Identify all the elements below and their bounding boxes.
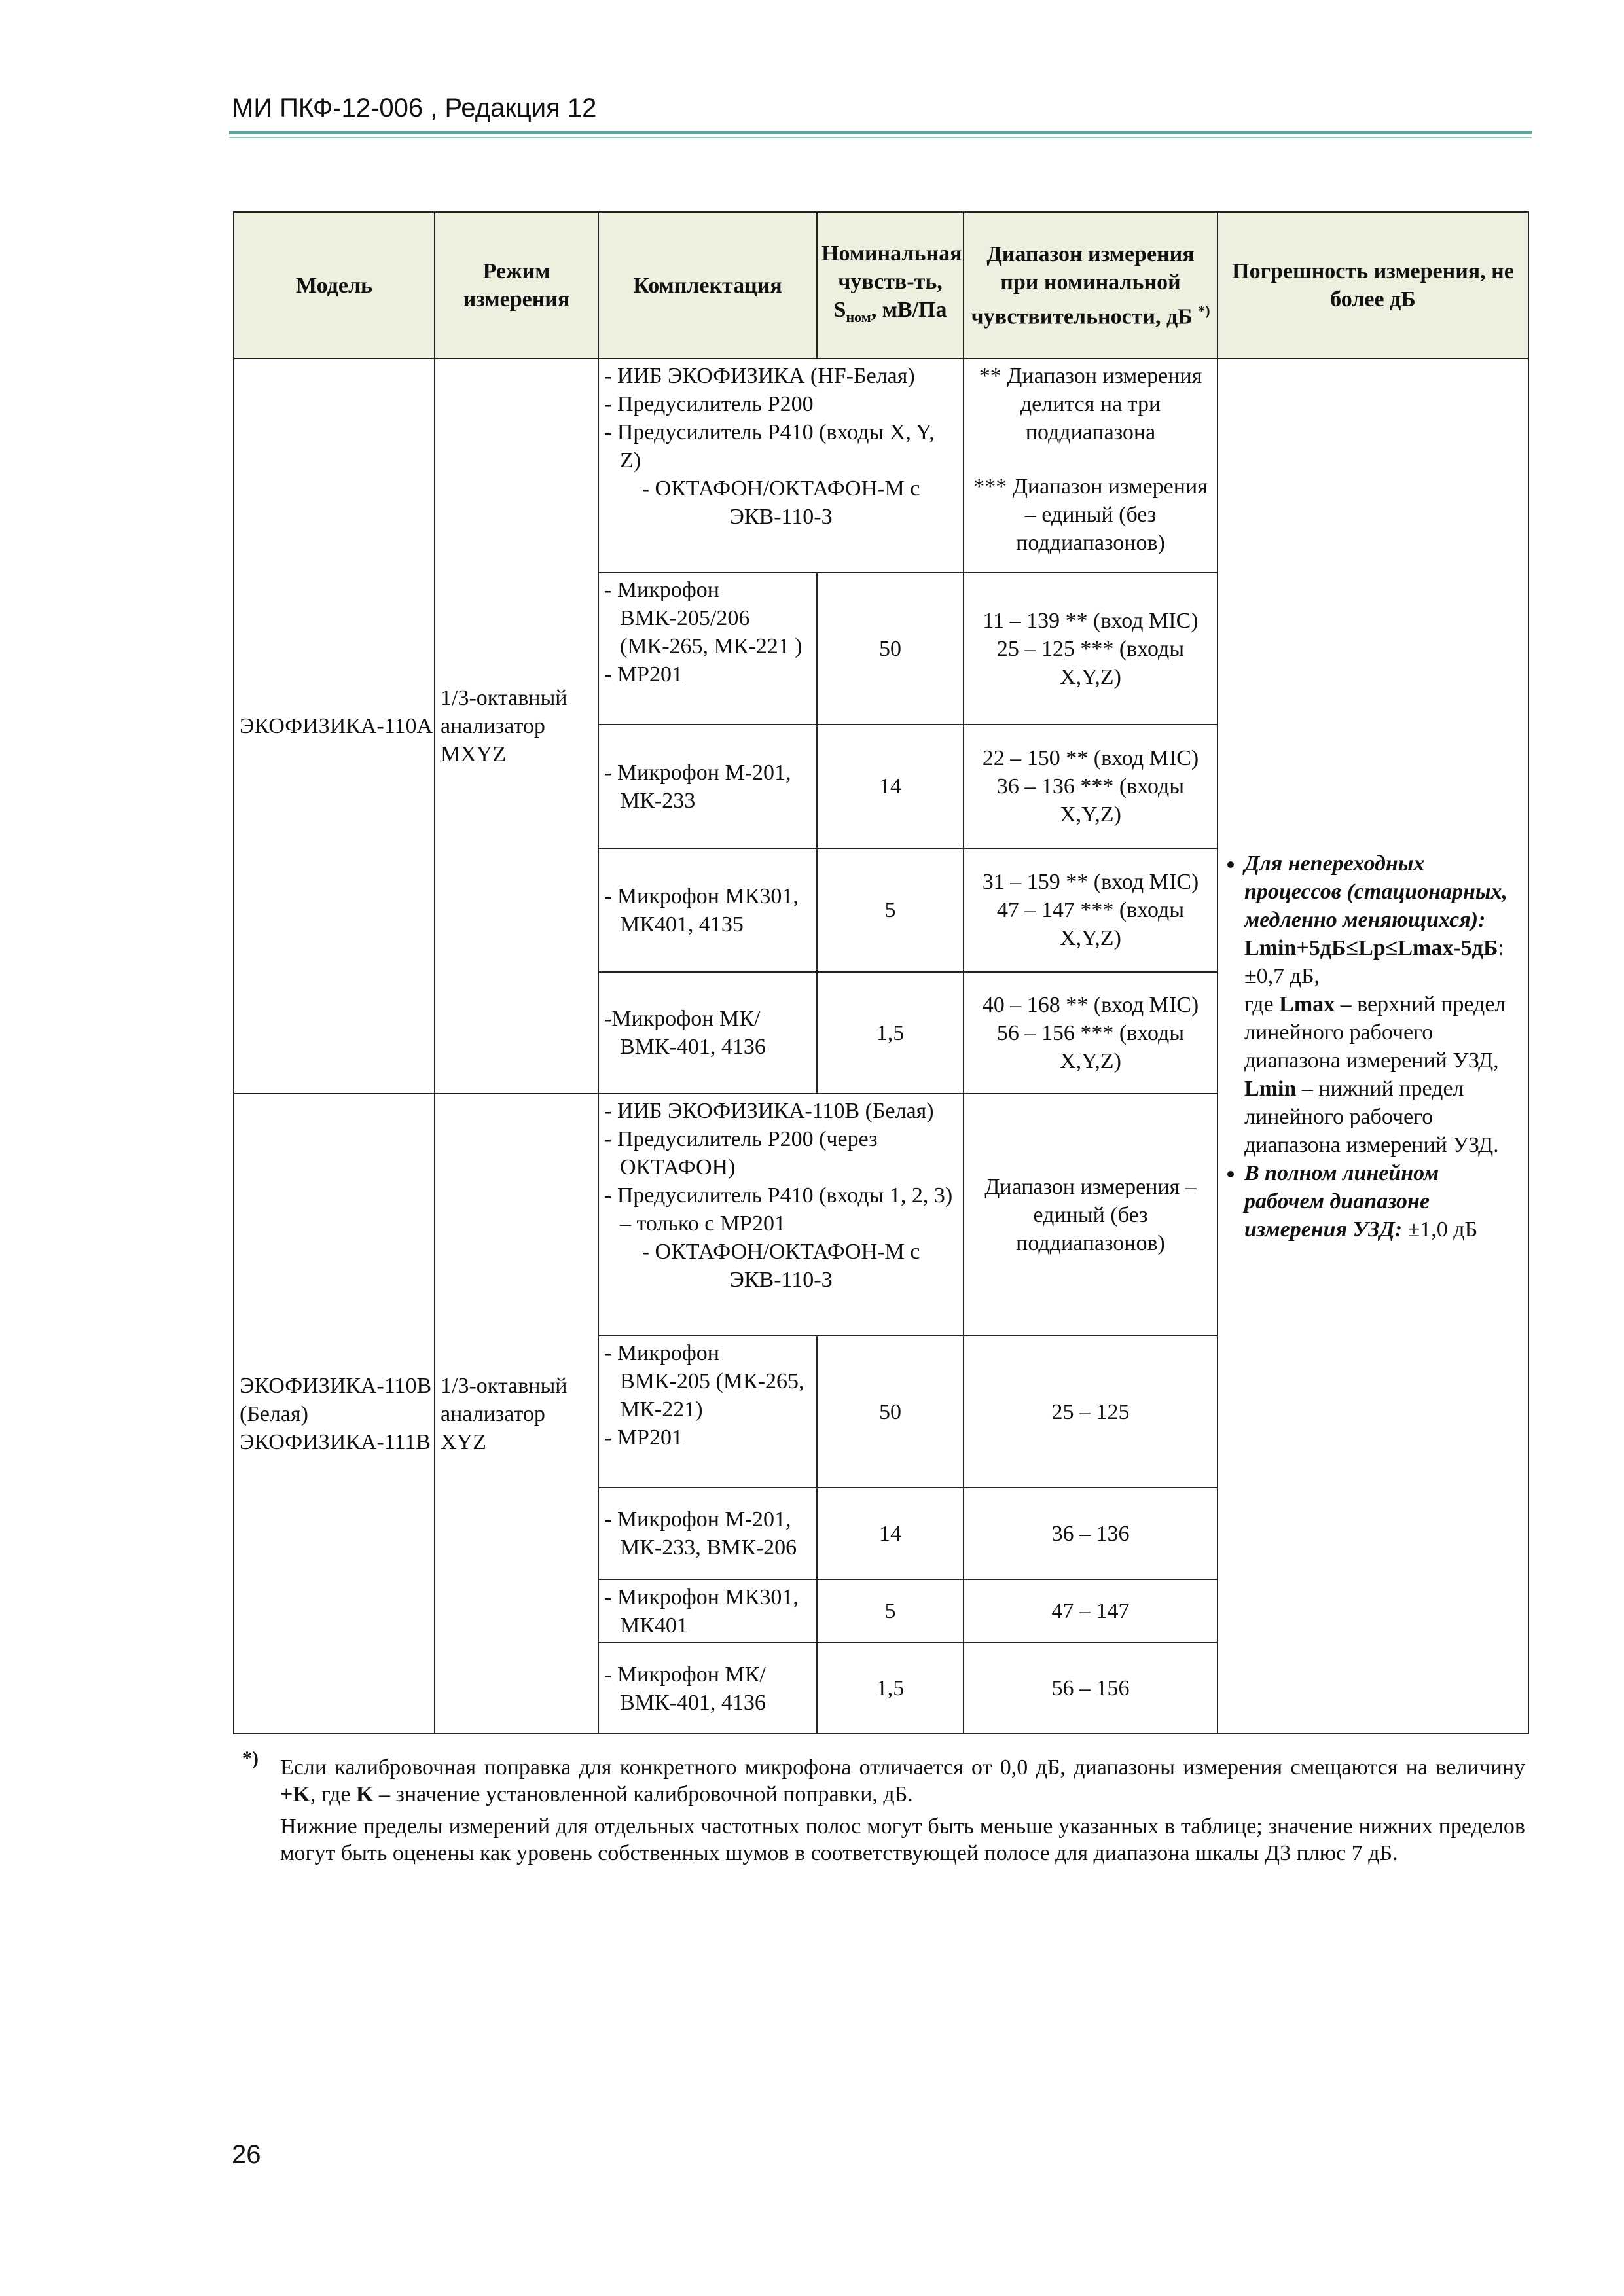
list-item: - МР201 [604, 662, 683, 687]
header-model: Модель [234, 212, 435, 359]
footnote-body [242, 1754, 1525, 1867]
header-range [964, 212, 1218, 359]
sensitivity-cell: 50 [817, 1336, 964, 1488]
list-item: - Предусилитель Р410 (входы X, Y, Z) [604, 420, 935, 473]
list-item [1244, 1159, 1523, 1244]
base-kit-list [604, 362, 958, 531]
list-item: - Микрофон МК301, МК401 [604, 1585, 799, 1638]
sensitivity-cell: 1,5 [817, 1643, 964, 1734]
model-line: ЭКОФИЗИКА-111В [240, 1429, 431, 1454]
kit-cell [598, 573, 817, 725]
base-kit-cell [598, 1094, 964, 1336]
range-note-single: *** Диапазон измерения – единый (без поддиапазонов) [973, 475, 1208, 555]
header-mode: Режим измерения [435, 212, 598, 359]
list-item: ЭКВ-110-3 [729, 505, 833, 529]
error-item1-formula: Lmin+5дБ≤Lp≤Lmax-5дБ [1244, 935, 1498, 960]
kit-list [604, 1660, 811, 1717]
kit-cell [598, 848, 817, 972]
list-item: - ОКТАФОН/ОКТАФОН-М с [641, 476, 920, 501]
kit-list [604, 1339, 811, 1452]
list-item: ЭКВ-110-3 [729, 1268, 833, 1292]
range-mic: 31 – 159 ** (вход MIC) [982, 870, 1199, 894]
error-list [1223, 850, 1523, 1244]
footnote-1-text-a: Если калибровочная поправка для конкретного микрофона отличается от 0,0 дБ, диапазоны измерения смещаются на величину [280, 1755, 1525, 1780]
sensitivity-cell: 1,5 [817, 972, 964, 1094]
error-item1-lmin: Lmin [1244, 1076, 1297, 1101]
range-cell: 36 – 136 [964, 1488, 1218, 1579]
range-xyz: 56 – 156 *** (входы X,Y,Z) [996, 1020, 1185, 1073]
header-rule [229, 131, 1532, 134]
list-item: - ИИБ ЭКОФИЗИКА (HF-Белая) [604, 364, 915, 388]
kit-cell [598, 1336, 817, 1488]
kit-cell [598, 972, 817, 1094]
range-mic: 40 – 168 ** (вход MIC) [982, 992, 1199, 1017]
error-item1-lmin-desc: – нижний предел линейного рабочего диапазона измерений УЗД. [1244, 1076, 1499, 1157]
header-range-label: Диапазон измерения при номинальной чувствительности, дБ [971, 242, 1195, 329]
list-item: -Микрофон МК/ВМК-401, 4136 [604, 1007, 766, 1059]
mode-cell: 1/3-октавный анализатор XYZ [435, 1094, 598, 1734]
list-item: - Предусилитель Р200 [604, 392, 814, 416]
list-item: - Предусилитель Р200 (через ОКТАФОН) [604, 1127, 878, 1179]
header-range-sup: *) [1198, 302, 1210, 319]
error-item1-lmax: Lmax [1279, 992, 1335, 1016]
header-sensitivity-label: Номинальная чувств-ть, [821, 242, 962, 295]
model-cell: ЭКОФИЗИКА-110А [234, 359, 435, 1094]
range-note-cell [964, 359, 1218, 573]
kit-list [604, 759, 811, 815]
sensitivity-cell: 5 [817, 848, 964, 972]
table-header-row [234, 212, 1528, 359]
range-xyz: 25 – 125 *** (входы X,Y,Z) [996, 636, 1185, 689]
header-sensitivity-symbol: S [833, 298, 846, 323]
kit-list [604, 1583, 811, 1640]
range-cell: 56 – 156 [964, 1643, 1218, 1734]
range-xyz: 36 – 136 *** (входы X,Y,Z) [996, 774, 1185, 827]
range-cell [964, 972, 1218, 1094]
range-cell: 25 – 125 [964, 1336, 1218, 1488]
list-item: - Микрофон ВМК-205/206 (МК-265, МК-221 ) [604, 578, 803, 658]
model-cell [234, 1094, 435, 1734]
footnote-1-text-b: , где [310, 1782, 351, 1806]
list-item: - Микрофон ВМК-205 (МК-265, МК-221) [604, 1341, 804, 1422]
error-item2-value: ±1,0 дБ [1407, 1217, 1478, 1242]
list-item: - МР201 [604, 1426, 683, 1450]
sensitivity-cell: 5 [817, 1579, 964, 1643]
range-note-subranges: ** Диапазон измерения делится на три поддиапазона [979, 364, 1202, 444]
range-cell [964, 725, 1218, 848]
header-sensitivity-unit: , мВ/Па [871, 298, 947, 323]
header-sensitivity [817, 212, 964, 359]
kit-list [604, 1005, 811, 1061]
header-sensitivity-sub: ном [846, 308, 871, 325]
kit-list [604, 576, 811, 689]
error-item2-title: В полном линейном рабочем диапазоне измерения УЗД: [1244, 1160, 1439, 1242]
specification-table [233, 211, 1529, 1734]
kit-list [604, 1505, 811, 1562]
range-xyz: 47 – 147 *** (входы X,Y,Z) [996, 898, 1185, 950]
error-cell [1218, 359, 1528, 1734]
error-item1-lmax-desc: – верхний предел линейного рабочего диапазона измерений УЗД, [1244, 992, 1506, 1073]
base-kit-list [604, 1097, 958, 1294]
list-item: - Микрофон МК301, МК401, 4135 [604, 884, 799, 937]
error-item1-title: Для непереходных процессов (стационарных, медленно меняющихся): [1244, 851, 1508, 932]
header-kit: Комплектация [598, 212, 817, 359]
footnote-2: Нижние пределы измерений для отдельных частотных полос могут быть меньше указанных в таблице; значение нижних пределов могут быть оценены как уровень собственных шумов в соответствующей полосе для диапазона шкалы Д3 плюс 7 дБ. [280, 1814, 1525, 1865]
list-item: - Микрофон М-201, МК-233, ВМК-206 [604, 1507, 797, 1560]
list-item [1244, 850, 1523, 1159]
model-line: ЭКОФИЗИКА-110В (Белая) [240, 1373, 432, 1426]
list-item: - ИИБ ЭКОФИЗИКА-110В (Белая) [604, 1099, 934, 1123]
header-error: Погрешность измерения, не более дБ [1218, 212, 1528, 359]
footnote-1-text-c: – значение установленной калибровочной поправки, дБ. [378, 1782, 913, 1806]
error-item1-value: : ±0,7 дБ, [1244, 935, 1504, 988]
sensitivity-cell: 50 [817, 573, 964, 725]
kit-cell [598, 725, 817, 848]
footnotes [242, 1748, 1525, 1872]
range-cell: 47 – 147 [964, 1579, 1218, 1643]
range-mic: 11 – 139 ** (вход MIC) [983, 608, 1199, 633]
footnote-1 [280, 1754, 1525, 1808]
list-item: - Микрофон МК/ВМК-401, 4136 [604, 1662, 766, 1715]
sensitivity-cell: 14 [817, 725, 964, 848]
kit-cell [598, 1579, 817, 1643]
range-mic: 22 – 150 ** (вход MIC) [982, 746, 1199, 770]
list-item: - Предусилитель Р410 (входы 1, 2, 3) – только с МР201 [604, 1183, 953, 1236]
table-row [234, 359, 1528, 573]
kit-list [604, 882, 811, 939]
footnote-1-k-plus: +K [280, 1782, 310, 1806]
sensitivity-cell: 14 [817, 1488, 964, 1579]
base-kit-cell [598, 359, 964, 573]
range-cell [964, 848, 1218, 972]
footnote-mark: *) [242, 1748, 259, 1769]
page-number: 26 [232, 2140, 261, 2169]
list-item: - ОКТАФОН/ОКТАФОН-М с [641, 1240, 920, 1264]
range-note-cell: Диапазон измерения – единый (без поддиапазонов) [964, 1094, 1218, 1336]
mode-cell: 1/3-октавный анализатор MXYZ [435, 359, 598, 1094]
footnote-1-k: K [355, 1782, 374, 1806]
range-cell [964, 573, 1218, 725]
document-header-title: МИ ПКФ-12-006 , Редакция 12 [232, 94, 597, 122]
header-rule-thin [229, 137, 1532, 138]
error-item1-where: где [1244, 992, 1274, 1016]
kit-cell [598, 1488, 817, 1579]
kit-cell [598, 1643, 817, 1734]
list-item: - Микрофон М-201, МК-233 [604, 760, 791, 813]
